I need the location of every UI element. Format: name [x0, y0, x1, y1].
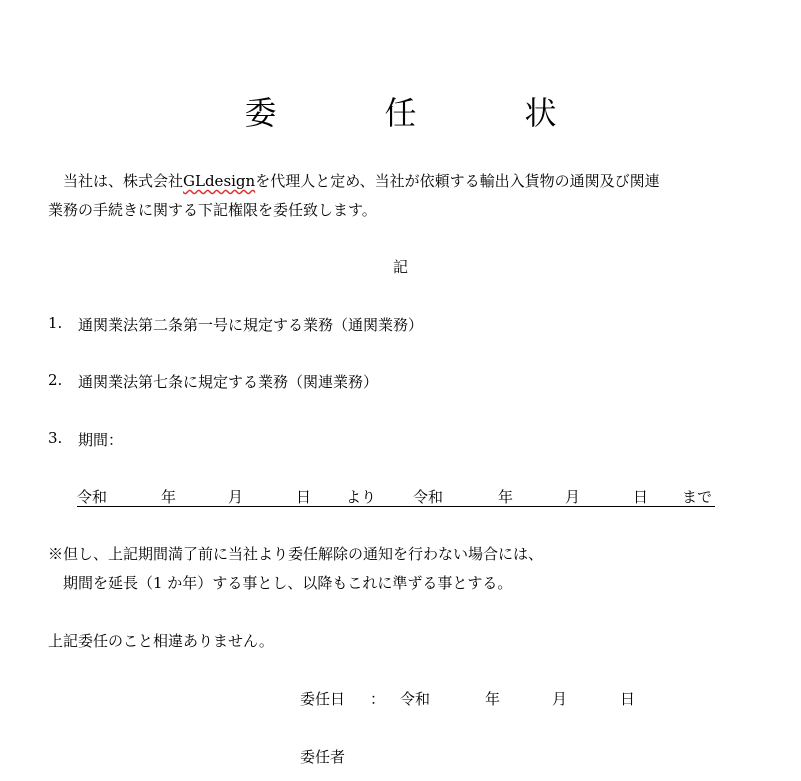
entrust-date-colon: ：	[370, 690, 386, 708]
period-month-start: 月	[228, 488, 244, 506]
period-month-end: 月	[565, 488, 581, 506]
entrust-date-month: 月	[552, 690, 568, 708]
period-reiwa-start: 令和	[77, 488, 108, 506]
item-number-3: 3.	[48, 429, 63, 447]
intro-text-before: 当社は、株式会社	[48, 172, 184, 190]
period-from: より	[346, 488, 377, 506]
period-day-start: 日	[296, 488, 312, 506]
company-name: GLdesign	[183, 172, 256, 190]
ki-mark: 記	[392, 258, 408, 276]
document-title: 委 任 状	[244, 94, 595, 132]
intro-text-after: を代理人と定め、当社が依頼する輸出入貨物の通関及び関連	[255, 172, 660, 190]
mandator-label: 委任者	[300, 748, 346, 766]
intro-line-2: 業務の手続きに関する下記権限を委任致します。	[48, 201, 377, 219]
period-year-start: 年	[161, 488, 177, 506]
item-number-2: 2.	[48, 371, 63, 389]
item-text-3: 期間：	[78, 431, 124, 449]
entrust-date-day: 日	[620, 690, 636, 708]
period-until: まで	[682, 488, 713, 506]
note-line-2: 期間を延長（1 か年）する事とし、以降もこれに準ずる事とする。	[48, 574, 513, 592]
period-line	[77, 486, 715, 507]
period-reiwa-end: 令和	[413, 488, 444, 506]
intro-line-1	[48, 170, 660, 191]
item-text-2: 通関業法第七条に規定する業務（関連業務）	[78, 373, 379, 391]
confirmation-text: 上記委任のこと相違ありません。	[48, 632, 274, 650]
entrust-date-year: 年	[485, 690, 501, 708]
note-line-1: ※但し、上記期間満了前に当社より委任解除の通知を行わない場合には、	[48, 545, 544, 563]
item-number-1: 1.	[48, 314, 63, 332]
period-day-end: 日	[633, 488, 649, 506]
period-year-end: 年	[498, 488, 514, 506]
item-text-1: 通関業法第二条第一号に規定する業務（通関業務）	[78, 316, 424, 334]
entrust-date-reiwa: 令和	[400, 690, 431, 708]
entrust-date-label: 委任日	[300, 690, 346, 708]
